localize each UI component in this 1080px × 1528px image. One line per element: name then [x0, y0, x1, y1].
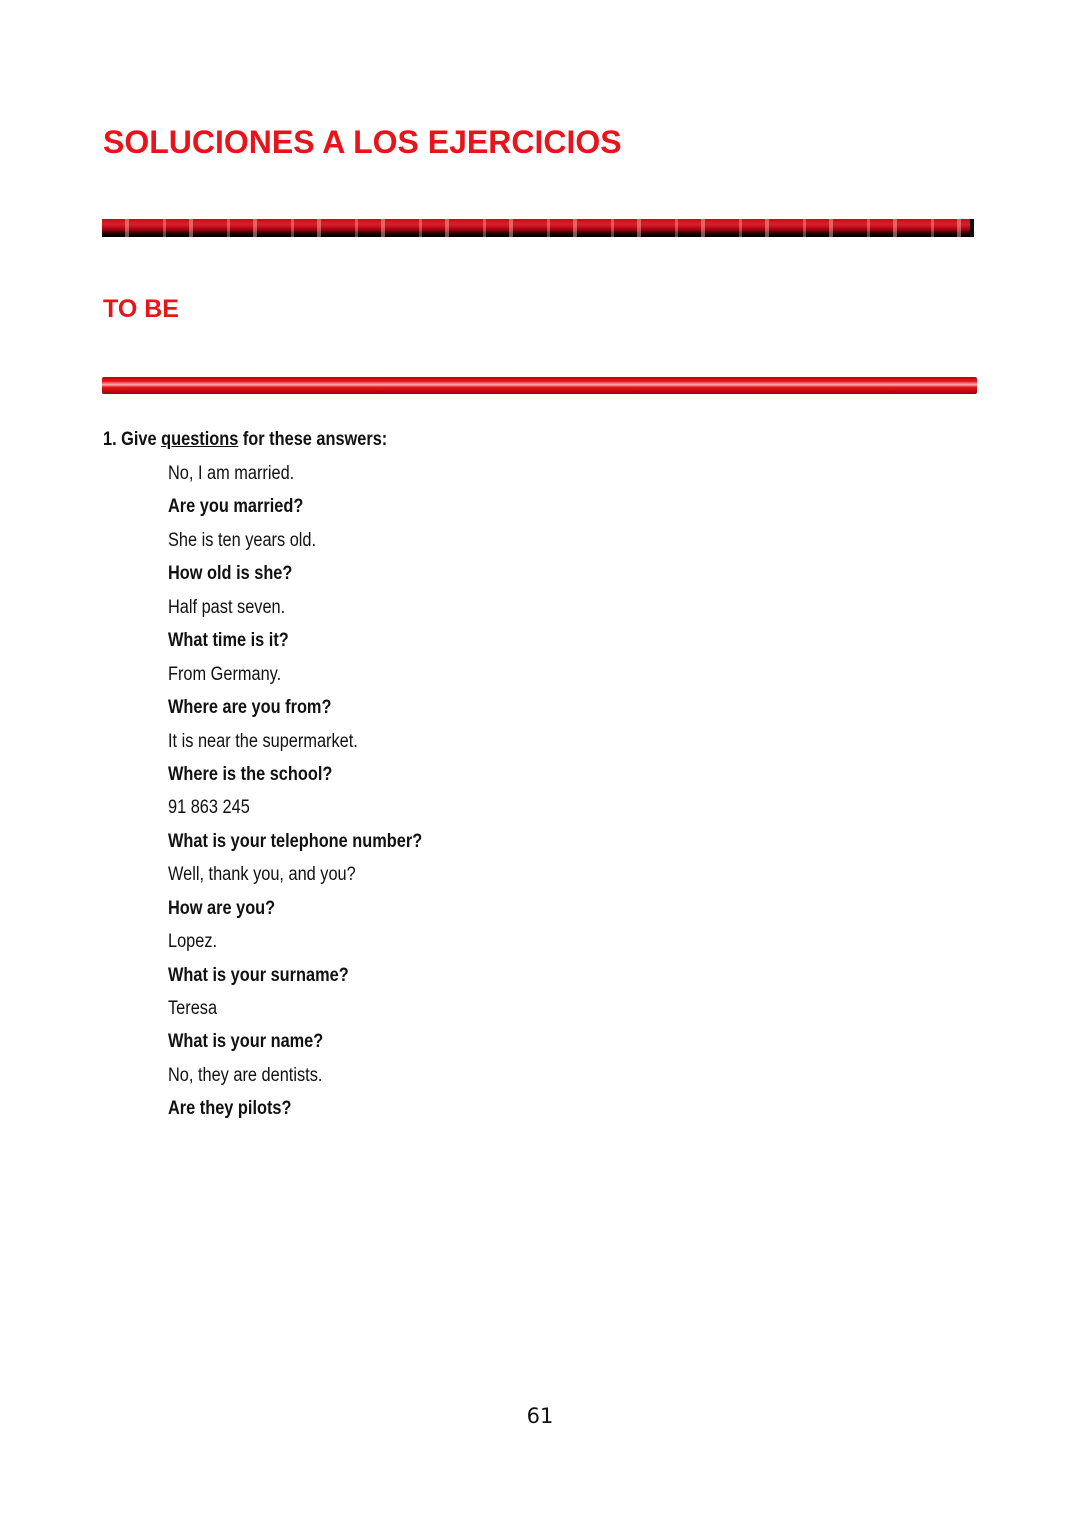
page-title: SOLUCIONES A LOS EJERCICIOS — [103, 124, 622, 160]
exercise-underlined-word: questions — [161, 429, 239, 450]
question-text: How old is she? — [168, 563, 293, 585]
decorative-divider — [102, 377, 977, 394]
question-text: What is your surname? — [168, 964, 349, 986]
question-text: Where is the school? — [168, 763, 333, 785]
question-text: What is your telephone number? — [168, 830, 423, 852]
answer-list — [168, 462, 464, 1131]
exercise-instruction — [103, 429, 387, 451]
decorative-divider-top — [102, 219, 974, 237]
question-text: Where are you from? — [168, 697, 332, 719]
question-text: Are they pilots? — [168, 1098, 292, 1120]
answer-text: Lopez. — [168, 931, 218, 953]
answer-text: It is near the supermarket. — [168, 730, 358, 752]
page-number: 61 — [526, 1404, 554, 1428]
question-text: Are you married? — [168, 496, 304, 518]
exercise-number: 1. Give — [103, 429, 157, 450]
question-text: How are you? — [168, 897, 276, 919]
question-text: What time is it? — [168, 630, 289, 652]
answer-text: No, I am married. — [168, 463, 295, 484]
section-heading: TO BE — [103, 295, 179, 323]
answer-text: From Germany. — [168, 663, 282, 685]
answer-text: Well, thank you, and you? — [168, 864, 356, 886]
answer-text: 91 863 245 — [168, 797, 250, 819]
answer-text: Half past seven. — [168, 596, 286, 618]
answer-text: Teresa — [168, 998, 218, 1019]
exercise-rest: for these answers: — [242, 429, 388, 450]
answer-text: She is ten years old. — [168, 529, 317, 551]
answer-text: No, they are dentists. — [168, 1064, 323, 1086]
question-text: What is your name? — [168, 1031, 324, 1053]
